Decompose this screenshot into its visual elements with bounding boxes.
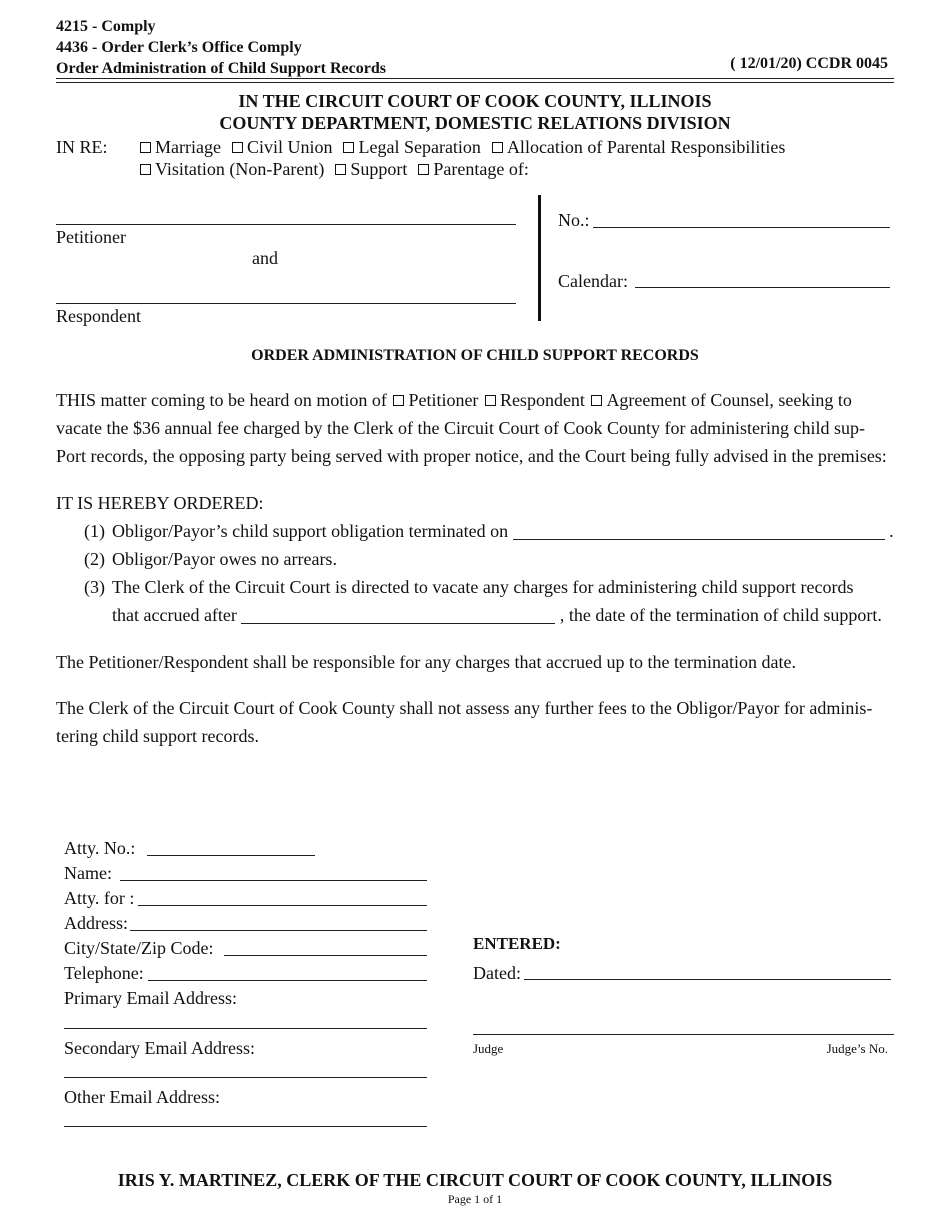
header-line-1: 4215 - Comply <box>56 18 156 35</box>
motion-respondent-checkbox[interactable] <box>485 395 496 406</box>
address-field[interactable] <box>130 930 427 931</box>
form-header <box>56 16 386 79</box>
party-divider <box>538 195 541 321</box>
motion-line-3: Port records, the opposing party being served with proper notice, and the Court being fully advised in the premises: <box>56 446 887 466</box>
order-title: ORDER ADMINISTRATION OF CHILD SUPPORT RECORDS <box>251 347 699 364</box>
dated-label: Dated: <box>473 963 521 983</box>
page-number: Page 1 of 1 <box>447 1192 503 1206</box>
header-rule <box>56 78 894 79</box>
in-re-label: IN RE: <box>56 137 108 157</box>
other-email-label: Other Email Address: <box>64 1087 220 1107</box>
civil-union-checkbox[interactable] <box>232 142 243 153</box>
atty-for-label: Atty. for : <box>64 888 135 908</box>
form-code: ( 12/01/20) CCDR 0045 <box>730 55 888 72</box>
address-label: Address: <box>64 913 128 933</box>
header-rule-thin <box>56 82 894 83</box>
item-1-number: (1) <box>84 521 105 541</box>
petitioner-label: Petitioner <box>56 227 126 247</box>
other-email-field[interactable] <box>64 1126 427 1127</box>
legal-separation-label: Legal Separation <box>358 137 481 157</box>
legal-separation-checkbox[interactable] <box>343 142 354 153</box>
clerk-fees-line-1: The Clerk of the Circuit Court of Cook County shall not assess any further fees to the Obligor/Payor for adminis- <box>56 698 873 718</box>
respondent-name-field[interactable] <box>56 303 516 304</box>
item-1-text: Obligor/Payor’s child support obligation terminated on <box>112 521 509 541</box>
judge-signature-field[interactable] <box>473 1034 894 1035</box>
motion-agreement-checkbox[interactable] <box>591 395 602 406</box>
marriage-checkbox[interactable] <box>140 142 151 153</box>
court-division: COUNTY DEPARTMENT, DOMESTIC RELATIONS DIVISION <box>219 113 731 133</box>
atty-for-field[interactable] <box>138 905 427 906</box>
allocation-label: Allocation of Parental Responsibilities <box>506 137 786 157</box>
visitation-checkbox[interactable] <box>140 164 151 175</box>
motion-respondent-label: Respondent <box>499 390 585 410</box>
allocation-checkbox[interactable] <box>492 142 503 153</box>
atty-no-field[interactable] <box>147 855 315 856</box>
item-1-end: . <box>889 521 894 541</box>
parentage-label: Parentage of: <box>433 159 529 179</box>
termination-date-field[interactable] <box>513 522 885 540</box>
header-line-2: 4436 - Order Clerk’s Office Comply <box>56 39 302 56</box>
primary-email-label: Primary Email Address: <box>64 988 237 1008</box>
item-3-suffix: , the date of the termination of child support. <box>559 605 882 625</box>
entered-label: ENTERED: <box>473 934 561 953</box>
secondary-email-label: Secondary Email Address: <box>64 1038 255 1058</box>
secondary-email-field[interactable] <box>64 1077 427 1078</box>
petitioner-name-field[interactable] <box>56 224 516 225</box>
item-3-number: (3) <box>84 577 105 597</box>
item-3-line-1: The Clerk of the Circuit Court is directed to vacate any charges for administering child support records <box>112 577 854 597</box>
respondent-label: Respondent <box>56 306 141 326</box>
clerk-fees-line-2: tering child support records. <box>56 726 259 746</box>
support-label: Support <box>350 159 408 179</box>
responsible-paragraph: The Petitioner/Respondent shall be responsible for any charges that accrued up to the termination date. <box>56 652 796 672</box>
clerk-footer: IRIS Y. MARTINEZ, CLERK OF THE CIRCUIT COURT OF COOK COUNTY, ILLINOIS <box>117 1170 833 1190</box>
accrued-after-date-field[interactable] <box>241 606 555 624</box>
and-label: and <box>252 248 278 268</box>
telephone-label: Telephone: <box>64 963 144 983</box>
atty-no-label: Atty. No.: <box>64 838 136 858</box>
header-line-3: Order Administration of Child Support Records <box>56 60 386 77</box>
item-1 <box>112 520 894 542</box>
support-checkbox[interactable] <box>335 164 346 175</box>
judge-label: Judge <box>473 1041 504 1056</box>
ordered-heading: IT IS HEREBY ORDERED: <box>56 493 264 513</box>
motion-agreement-label: Agreement of Counsel, seeking to <box>606 390 852 410</box>
case-no-field[interactable] <box>593 227 890 228</box>
in-re-row-1 <box>138 136 785 158</box>
motion-petitioner-checkbox[interactable] <box>393 395 404 406</box>
marriage-label: Marriage <box>155 137 221 157</box>
item-2-number: (2) <box>84 549 105 569</box>
judge-no-label: Judge’s No. <box>826 1041 888 1056</box>
dated-field[interactable] <box>524 979 891 980</box>
civil-union-label: Civil Union <box>246 137 333 157</box>
item-3-line-2 <box>112 604 882 626</box>
city-label: City/State/Zip Code: <box>64 938 214 958</box>
item-2-text: Obligor/Payor owes no arrears. <box>112 549 337 569</box>
calendar-field[interactable] <box>635 287 890 288</box>
telephone-field[interactable] <box>148 980 427 981</box>
court-name: IN THE CIRCUIT COURT OF COOK COUNTY, ILLINOIS <box>238 91 712 111</box>
case-no-label: No.: <box>558 210 590 230</box>
visitation-label: Visitation (Non-Parent) <box>155 159 325 179</box>
in-re-row-2 <box>138 158 529 180</box>
clerk-fees-paragraph <box>56 694 890 750</box>
motion-prefix: THIS matter coming to be heard on motion of <box>56 390 387 410</box>
name-label: Name: <box>64 863 112 883</box>
parentage-checkbox[interactable] <box>418 164 429 175</box>
motion-paragraph <box>56 386 890 470</box>
motion-petitioner-label: Petitioner <box>408 390 479 410</box>
calendar-label: Calendar: <box>558 271 628 291</box>
name-field[interactable] <box>120 880 427 881</box>
city-field[interactable] <box>224 955 427 956</box>
item-3-prefix: that accrued after <box>112 605 237 625</box>
primary-email-field[interactable] <box>64 1028 427 1029</box>
motion-line-2: vacate the $36 annual fee charged by the Clerk of the Circuit Court of Cook County for administering child sup- <box>56 418 865 438</box>
